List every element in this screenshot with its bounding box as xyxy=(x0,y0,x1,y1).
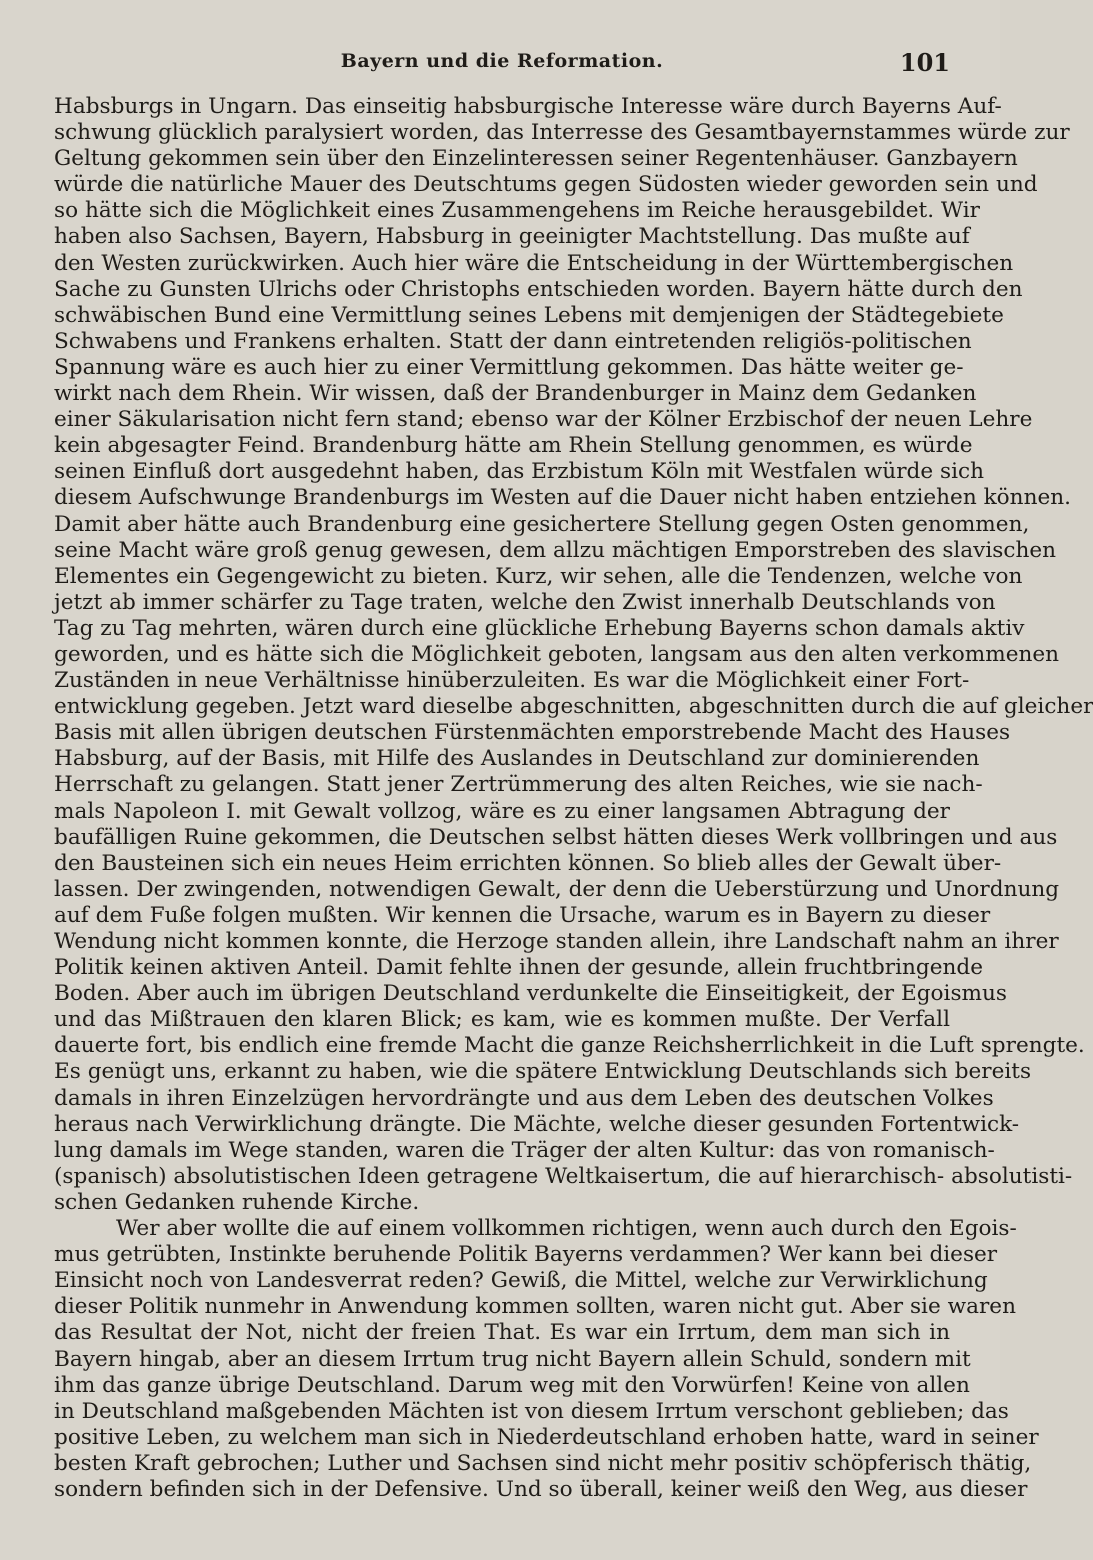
text-line: Boden. Aber auch im übrigen Deutschland verdunkelte die Einseitigkeit, der Egoismus xyxy=(54,981,1008,1007)
text-line: Es genügt uns, erkannt zu haben, wie die spätere Entwicklung Deutschlands sich bereits xyxy=(54,1059,1032,1085)
text-line: ihm das ganze übrige Deutschland. Darum weg mit den Vorwürfen! Keine von allen xyxy=(54,1372,970,1398)
text-line: (spanisch) absolutistischen Ideen getragene Weltkaisertum, die auf hierarchisch- absolutisti- xyxy=(54,1163,1073,1189)
text-line: Geltung gekommen sein über den Einzelinteressen seiner Regentenhäuser. Ganzbayern xyxy=(54,146,1018,172)
text-line: Damit aber hätte auch Brandenburg eine gesichertere Stellung gegen Osten genommen, xyxy=(54,511,1030,537)
text-line: würde die natürliche Mauer des Deutschtums gegen Südosten wieder geworden sein und xyxy=(54,172,1038,198)
text-line: entwicklung gegeben. Jetzt ward dieselbe abgeschnitten, abgeschnitten durch die auf gleicher xyxy=(54,694,1093,720)
text-line: Zuständen in neue Verhältnisse hinüberzuleiten. Es war die Möglichkeit einer Fort- xyxy=(54,668,970,694)
text-line: den Bausteinen sich ein neues Heim errichten können. So blieb alles der Gewalt über- xyxy=(54,850,1002,876)
page-number: 101 xyxy=(899,48,950,77)
text-line: seinen Einfluß dort ausgedehnt haben, das Erzbistum Köln mit Westfalen würde sich xyxy=(54,459,984,485)
text-line: Bayern hingab, aber an diesem Irrtum trug nicht Bayern allein Schuld, sondern mit xyxy=(54,1346,971,1372)
text-line: Habsburgs in Ungarn. Das einseitig habsburgische Interesse wäre durch Bayerns Auf- xyxy=(54,94,1002,119)
body-text xyxy=(54,94,1093,1503)
text-line: Wer aber wollte die auf einem vollkommen richtigen, wenn auch durch den Egois- xyxy=(116,1216,1017,1242)
text-line: Schwabens und Frankens erhalten. Statt der dann eintretenden religiös-politischen xyxy=(54,328,972,354)
text-line: Sache zu Gunsten Ulrichs oder Christophs entschieden worden. Bayern hätte durch den xyxy=(54,276,1023,302)
text-line: und das Mißtrauen den klaren Blick; es kam, wie es kommen mußte. Der Verfall xyxy=(54,1007,950,1033)
text-line: das Resultat der Not, nicht der freien That. Es war ein Irrtum, dem man sich in xyxy=(54,1320,950,1346)
text-line: geworden, und es hätte sich die Möglichkeit geboten, langsam aus den alten verkommenen xyxy=(54,641,1060,667)
text-line: so hätte sich die Möglichkeit eines Zusammengehens im Reiche herausgebildet. Wir xyxy=(54,198,980,224)
text-line: diesem Aufschwunge Brandenburgs im Westen auf die Dauer nicht haben entziehen können. xyxy=(54,485,1072,511)
text-line: wirkt nach dem Rhein. Wir wissen, daß der Brandenburger in Mainz dem Gedanken xyxy=(54,381,977,407)
text-line: sondern befinden sich in der Defensive. Und so überall, keiner weiß den Weg, aus dieser xyxy=(54,1476,1028,1502)
text-line: mus getrübten, Instinkte beruhende Politik Bayerns verdammen? Wer kann bei dieser xyxy=(54,1242,998,1268)
running-head: Bayern und die Reformation. xyxy=(340,50,664,72)
text-line: seine Macht wäre groß genug gewesen, dem allzu mächtigen Emporstreben des slavischen xyxy=(54,537,1057,563)
text-line: Einsicht noch von Landesverrat reden? Gewiß, die Mittel, welche zur Verwirklichung xyxy=(54,1268,988,1294)
text-line: damals in ihren Einzelzügen hervordrängte und aus dem Leben des deutschen Volkes xyxy=(54,1085,994,1111)
text-line: schwäbischen Bund eine Vermittlung seines Lebens mit demjenigen der Städtegebiete xyxy=(54,302,1004,328)
text-line: dauerte fort, bis endlich eine fremde Macht die ganze Reichsherrlichkeit in die Luft sprengte. xyxy=(54,1033,1085,1059)
text-line: Wendung nicht kommen konnte, die Herzoge standen allein, ihre Landschaft nahm an ihrer xyxy=(54,929,1059,954)
text-line: Elementes ein Gegengewicht zu bieten. Kurz, wir sehen, alle die Tendenzen, welche von xyxy=(54,563,1023,589)
text-line: heraus nach Verwirklichung drängte. Die Mächte, welche dieser gesunden Fortentwick- xyxy=(54,1111,1020,1137)
text-line: schwung glücklich paralysiert worden, das Interresse des Gesamtbayernstammes würde zur xyxy=(54,120,1070,146)
text-line: Spannung wäre es auch hier zu einer Vermittlung gekommen. Das hätte weiter ge- xyxy=(54,354,964,380)
text-line: jetzt ab immer schärfer zu Tage traten, welche den Zwist innerhalb Deutschlands von xyxy=(54,589,996,615)
text-line: besten Kraft gebrochen; Luther und Sachsen sind nicht mehr positiv schöpferisch thätig, xyxy=(54,1450,1032,1476)
text-line: positive Leben, zu welchem man sich in Niederdeutschland erhoben hatte, ward in seiner xyxy=(54,1424,1039,1450)
text-line: haben also Sachsen, Bayern, Habsburg in geeinigter Machtstellung. Das mußte auf xyxy=(54,224,970,250)
text-line: dieser Politik nunmehr in Anwendung kommen sollten, waren nicht gut. Aber sie waren xyxy=(54,1294,1016,1320)
text-line: Herrschaft zu gelangen. Statt jener Zertrümmerung des alten Reiches, wie sie nach- xyxy=(54,772,983,798)
text-line: schen Gedanken ruhende Kirche. xyxy=(54,1189,420,1215)
text-line: lung damals im Wege standen, waren die Träger der alten Kultur: das von romanisch- xyxy=(54,1137,995,1163)
text-line: kein abgesagter Feind. Brandenburg hätte am Rhein Stellung genommen, es würde xyxy=(54,433,973,459)
text-line: in Deutschland maßgebenden Mächten ist von diesem Irrtum verschont geblieben; das xyxy=(54,1398,1009,1424)
text-line: Basis mit allen übrigen deutschen Fürstenmächten emporstrebende Macht des Hauses xyxy=(54,720,1011,746)
page-header xyxy=(54,48,950,86)
text-line: auf dem Fuße folgen mußten. Wir kennen die Ursache, warum es in Bayern zu dieser xyxy=(54,902,991,928)
text-line: einer Säkularisation nicht fern stand; ebenso war der Kölner Erzbischof der neuen Lehre xyxy=(54,407,1033,433)
text-line: Habsburg, auf der Basis, mit Hilfe des Auslandes in Deutschland zur dominierenden xyxy=(54,746,980,772)
text-line: mals Napoleon I. mit Gewalt vollzog, wäre es zu einer langsamen Abtragung der xyxy=(54,798,950,824)
text-line: Politik keinen aktiven Anteil. Damit fehlte ihnen der gesunde, allein fruchtbringende xyxy=(54,955,984,981)
text-line: den Westen zurückwirken. Auch hier wäre die Entscheidung in der Württembergischen xyxy=(54,250,1014,276)
text-line: lassen. Der zwingenden, notwendigen Gewalt, der denn die Ueberstürzung und Unordnung xyxy=(54,876,1060,902)
text-line: Tag zu Tag mehrten, wären durch eine glückliche Erhebung Bayerns schon damals aktiv xyxy=(54,615,1025,641)
text-line: baufälligen Ruine gekommen, die Deutschen selbst hätten dieses Werk vollbringen und aus xyxy=(54,824,1058,850)
